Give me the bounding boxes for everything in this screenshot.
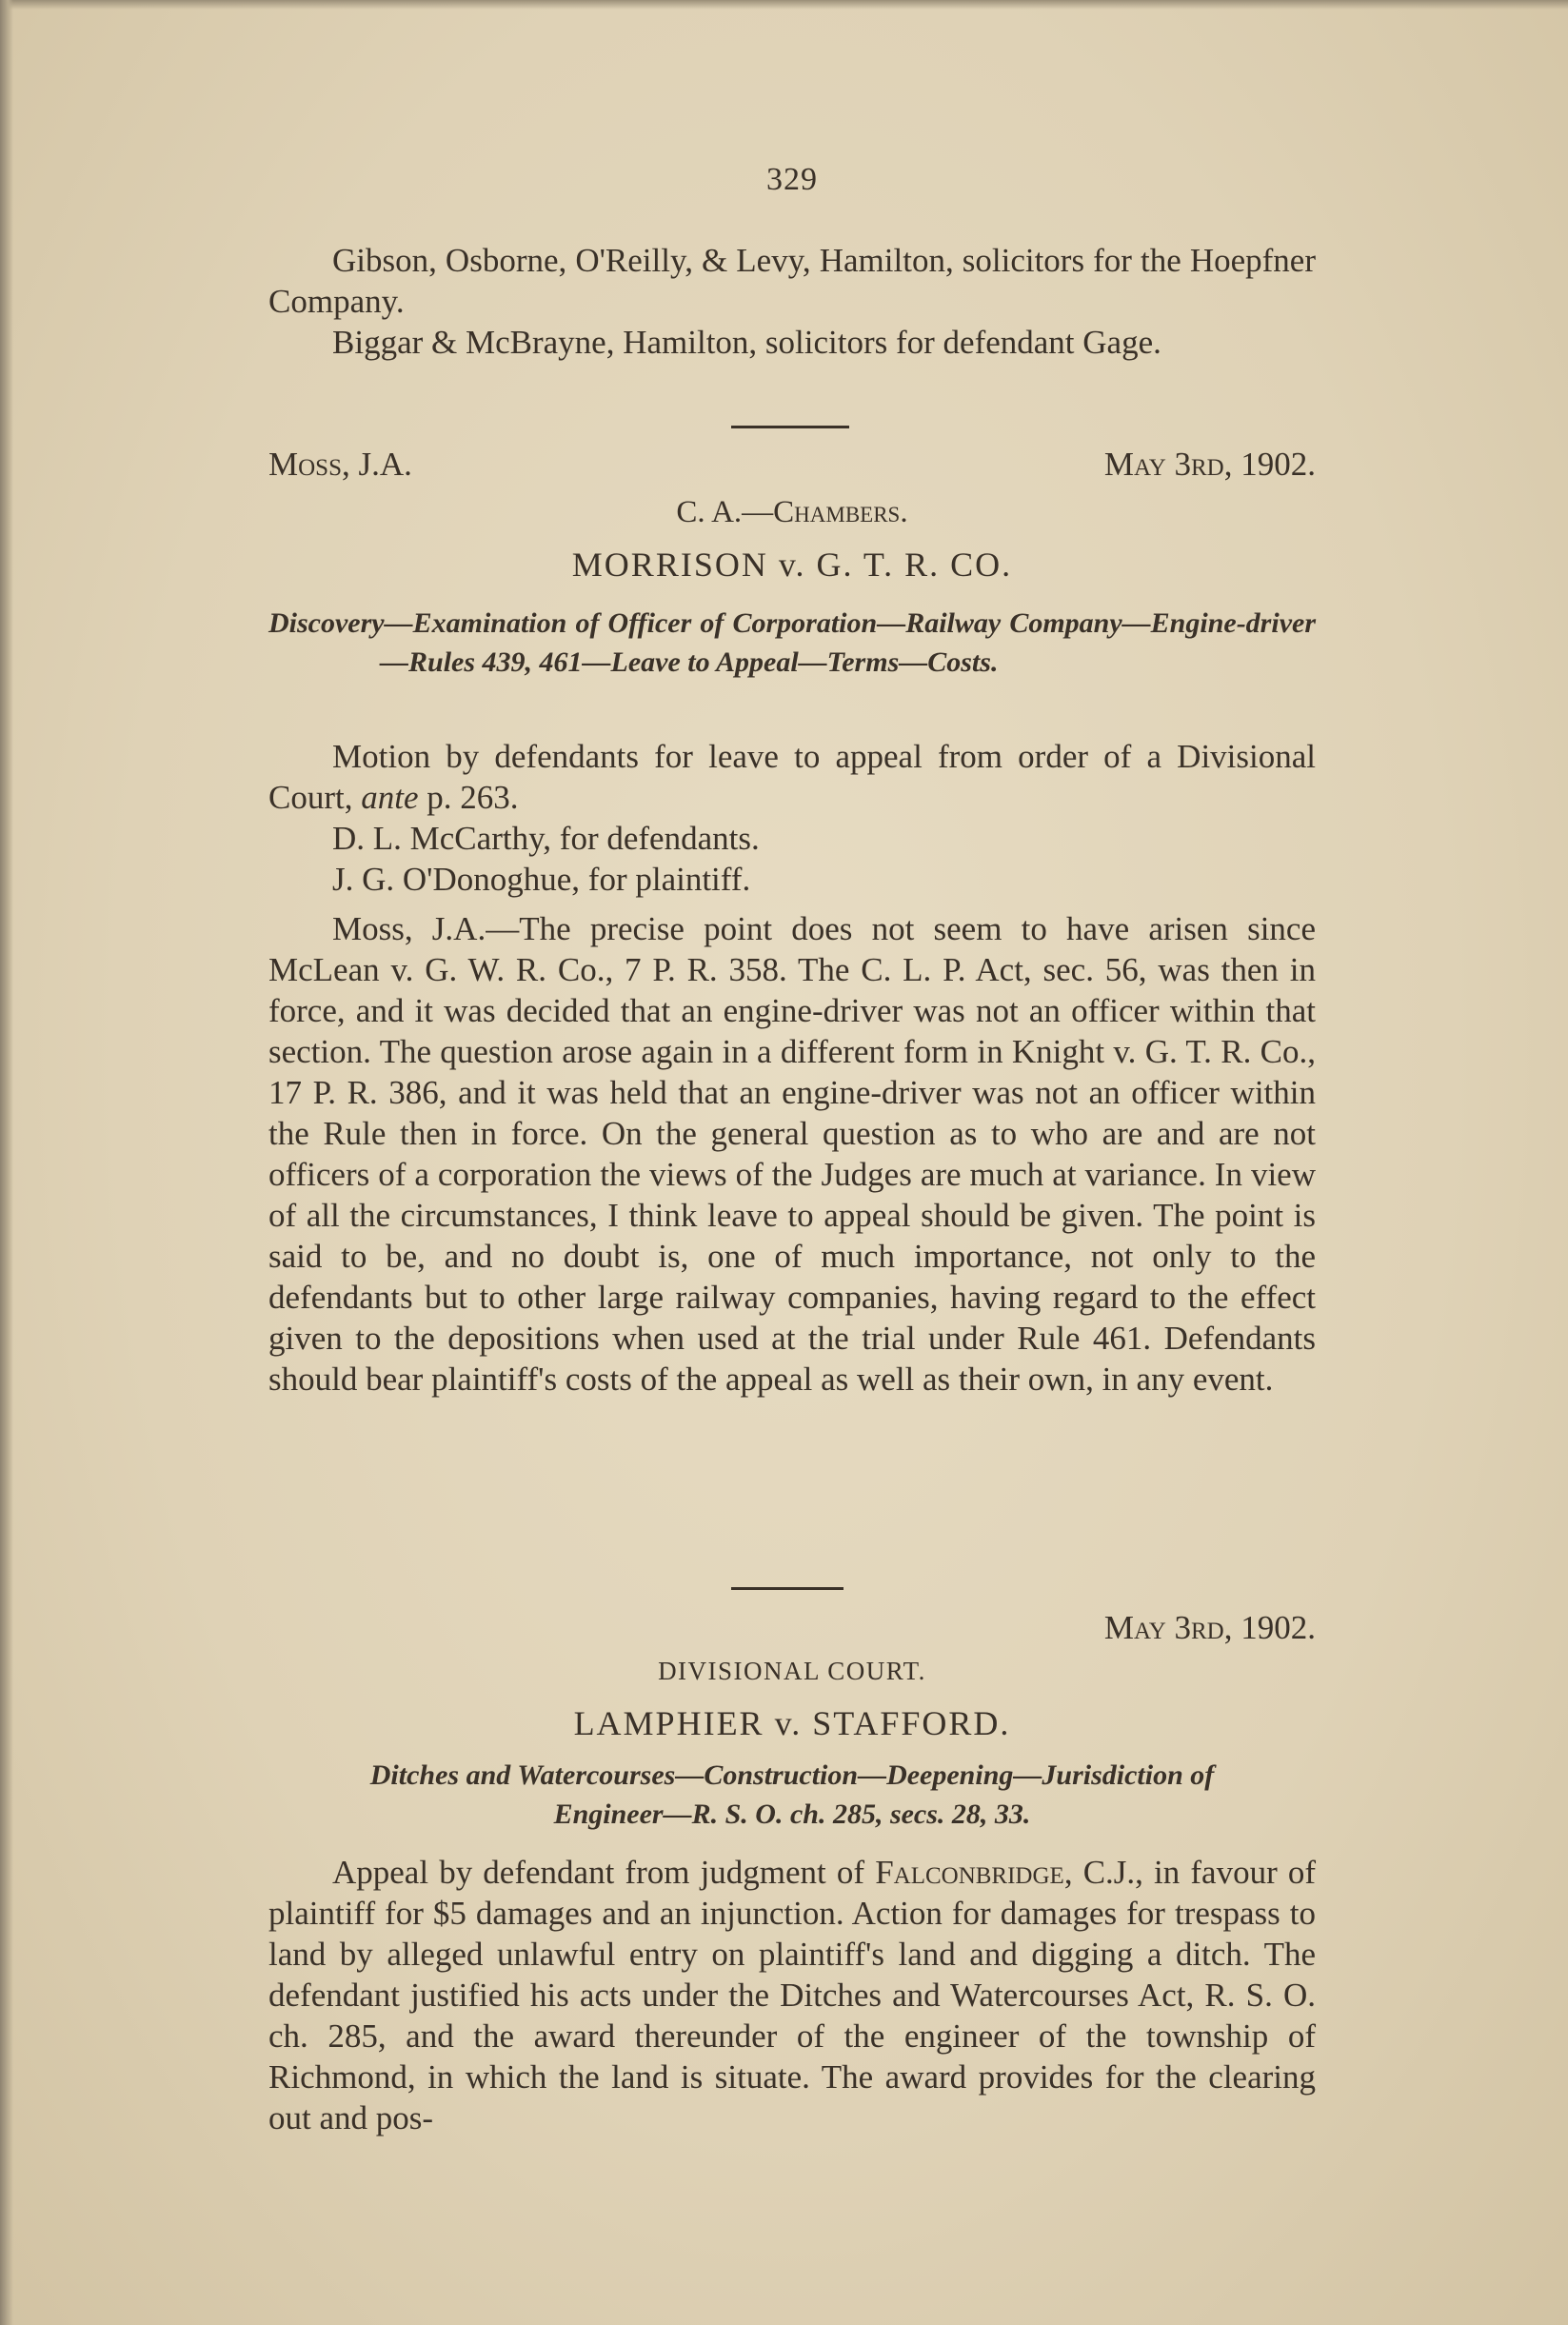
solicitors-gage: Biggar & McBrayne, Hamilton, solicitors for defendant Gage. <box>332 324 1161 361</box>
case1-judgment: Moss, J.A.—The precise point does not seem to have arisen since McLean v. G. W. R. Co., 7 P. R. 358. The C. L. P. Act, sec. 56, was then in force, and it was decided that an engine-driver was not an officer within that section. The question arose again in a different form in Knight v. G. T. R. Co., 17 P. R. 386, and it was held that an engine-driver was not an officer within the Rule then in force. On the general question as to who are and are not officers of a corporation the views of the Judges are much at variance. In view of all the circumstances, I think leave to appeal should be given. The point is said to be, and no doubt is, one of much importance, not only to the defendants but to other large railway companies, having regard to the effect given to the depositions when used at the trial under Rule 461. Defendants should bear plaintiff's costs of the appeal as well as their own, in any event. <box>268 910 1316 1398</box>
case1-counsel-plaintiff: J. G. O'Donoghue, for plaintiff. <box>332 861 751 898</box>
case1-court: C. A.—Chambers. <box>676 495 908 529</box>
case1-date: May 3rd, 1902. <box>1103 446 1316 483</box>
case1-header-row <box>268 444 1316 485</box>
case1-motion-ante: ante <box>361 779 419 816</box>
case2-court: DIVISIONAL COURT. <box>658 1657 926 1685</box>
case2-appeal-text: Appeal by defendant from judgment of <box>332 1854 865 1891</box>
case2-headnote-line2: Engineer—R. S. O. ch. 285, secs. 28, 33. <box>553 1798 1031 1830</box>
case1-motion-text: Motion by defendants for leave to appeal from order of a Divisional Court, <box>268 738 1316 816</box>
case2-appeal-rest: C.J., in favour of plaintiff for $5 damages and an injunction. Action for damages for trespass to land by alleged unlawful entry on plaintiff's land and digging a ditch. The defendant justified his acts under the Ditches and Watercourses Act, R. S. O. ch. 285, and the award thereunder of the engineer of the township of Richmond, in which the land is situate. The award provides for the clearing out and pos- <box>268 1854 1317 2136</box>
case2-headnote-line1: Ditches and Watercourses—Construction—Deepening—Jurisdiction of <box>369 1759 1215 1791</box>
case2-appeal-judge: Falconbridge, <box>875 1854 1073 1891</box>
case1-counsel-defendants: D. L. McCarthy, for defendants. <box>332 820 760 857</box>
page-binding-edge <box>0 0 13 2325</box>
section-divider-2 <box>731 1587 844 1590</box>
solicitors-hoepfner: Gibson, Osborne, O'Reilly, & Levy, Hamilton, solicitors for the Hoepfner Company. <box>268 242 1316 320</box>
case1-judge: Moss, J.A. <box>268 446 412 483</box>
case2-date: May 3rd, 1902. <box>1103 1609 1316 1646</box>
case1-headnote: Discovery—Examination of Officer of Corporation—Railway Company—Engine-driver—Rules 439, 461—Leave to Appeal—Terms—Costs. <box>268 607 1316 678</box>
case1-motion-page: p. 263. <box>427 779 519 816</box>
page-top-shadow <box>0 0 1568 10</box>
case1-title: MORRISON v. G. T. R. CO. <box>571 546 1013 584</box>
case2-title: LAMPHIER v. STAFFORD. <box>573 1704 1011 1742</box>
case2-appeal <box>268 1852 1316 2138</box>
page-number: 329 <box>766 162 818 197</box>
section-divider <box>731 426 849 428</box>
case1-motion <box>268 736 1316 818</box>
